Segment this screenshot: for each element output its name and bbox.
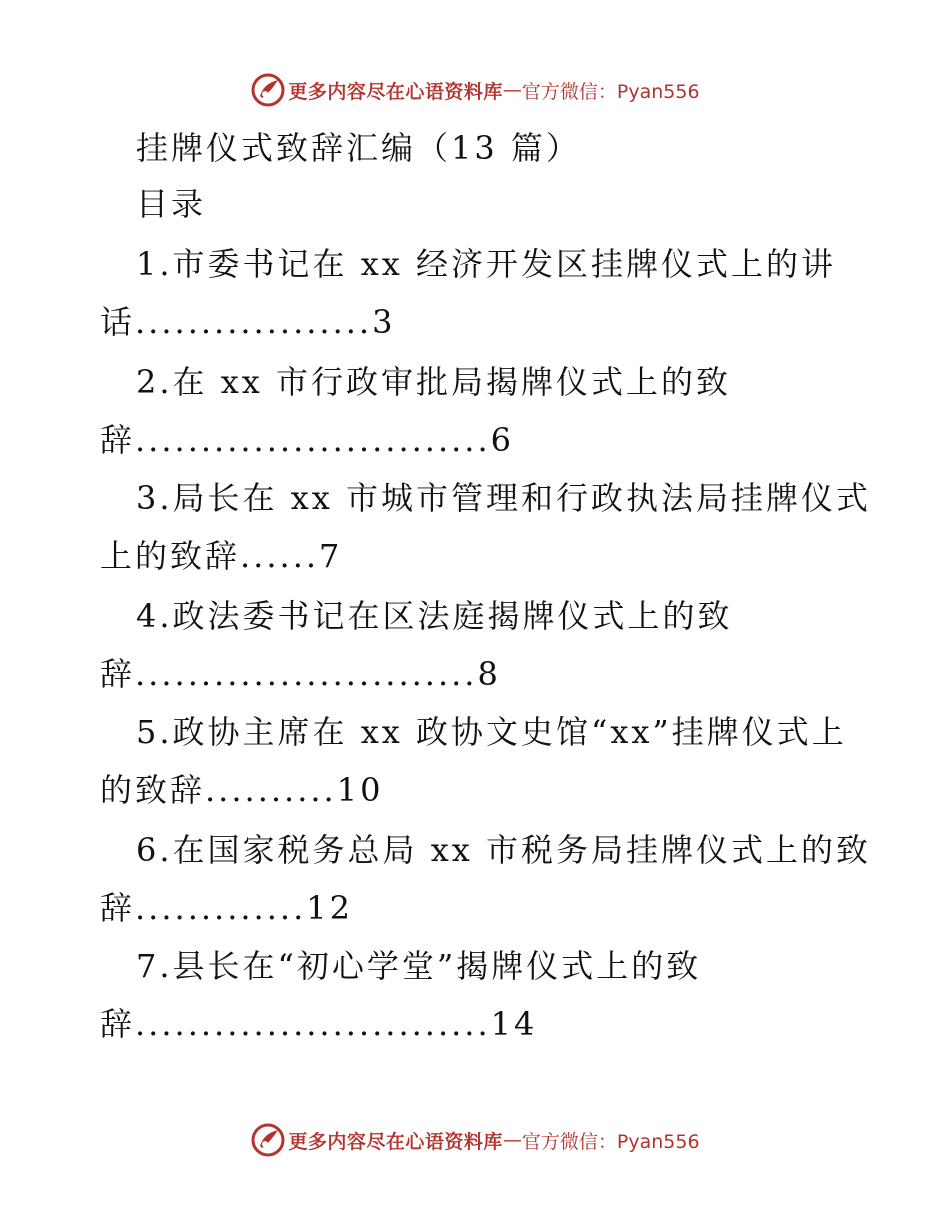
header-watermark — [0, 70, 950, 110]
watermark-brand: 更多内容尽在心语资料库 — [288, 1130, 503, 1153]
toc-entry-4-page: 辞..........................8 — [100, 655, 501, 693]
toc-entry-1-page: 话..................3 — [100, 303, 396, 341]
document-title: 挂牌仪式致辞汇编（13 篇） — [136, 129, 581, 167]
toc-heading: 目录 — [136, 185, 207, 223]
logo-icon — [250, 72, 286, 108]
toc-entry-7-page: 辞...........................14 — [100, 1005, 538, 1043]
toc-entry-4-title: 4.政法委书记在区法庭揭牌仪式上的致 — [136, 597, 733, 635]
toc-entry-3-page: 上的致辞......7 — [100, 537, 343, 575]
watermark-dash: — — [502, 1129, 522, 1151]
toc-entry-5-title: 5.政协主席在 xx 政协文史馆“xx”挂牌仪式上 — [136, 713, 847, 751]
toc-entry-1-title: 1.市委书记在 xx 经济开发区挂牌仪式上的讲 — [136, 245, 836, 283]
toc-entry-2-title: 2.在 xx 市行政审批局揭牌仪式上的致 — [136, 363, 731, 401]
logo-icon — [250, 1122, 286, 1158]
toc-entry-2-page: 辞...........................6 — [100, 421, 515, 459]
toc-entry-6-title: 6.在国家税务总局 xx 市税务局挂牌仪式上的致 — [136, 831, 871, 869]
toc-entry-3-title: 3.局长在 xx 市城市管理和行政执法局挂牌仪式 — [136, 479, 871, 517]
watermark-brand: 更多内容尽在心语资料库 — [288, 80, 503, 103]
watermark-dash: — — [502, 79, 522, 101]
watermark-contact: 官方微信：Pyan556 — [521, 1130, 700, 1153]
toc-entry-6-page: 辞.............12 — [100, 889, 353, 927]
watermark-contact: 官方微信：Pyan556 — [521, 80, 700, 103]
toc-entry-5-page: 的致辞..........10 — [100, 771, 384, 809]
toc-entry-7-title: 7.县长在“初心学堂”揭牌仪式上的致 — [136, 947, 702, 985]
footer-watermark — [0, 1120, 950, 1160]
